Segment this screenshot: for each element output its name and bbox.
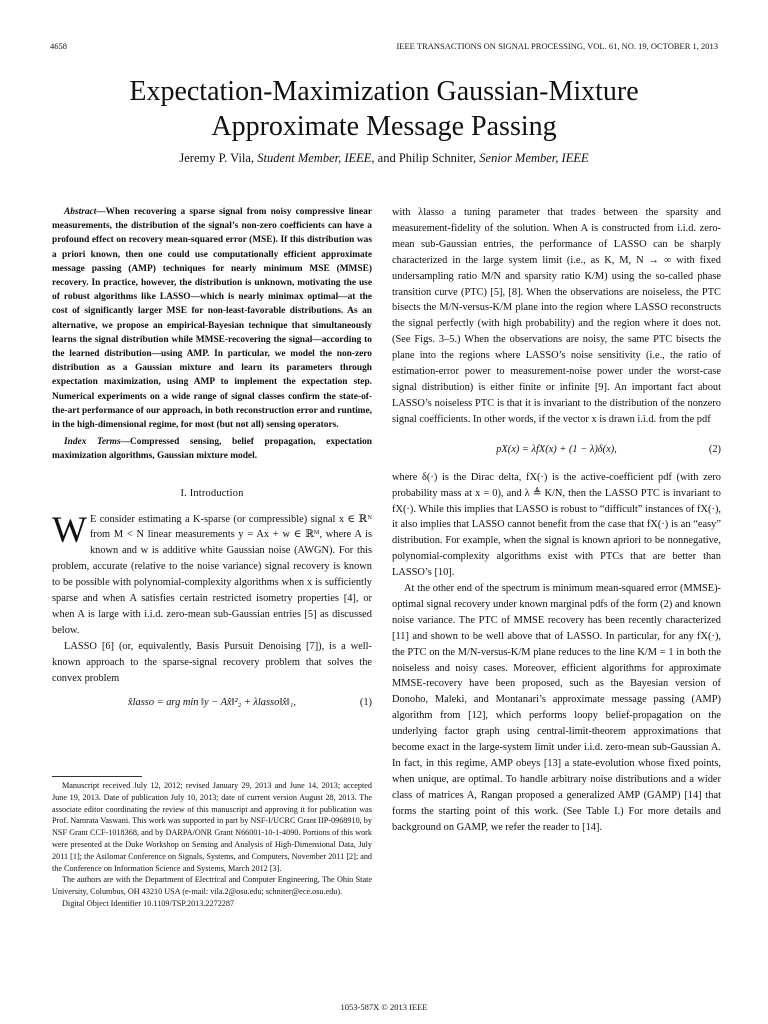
author-2-role: Senior Member, IEEE (479, 151, 589, 165)
equation-2 (392, 434, 721, 466)
intro-paragraph-1-text: E consider estimating a K-sparse (or compressible) signal x ∈ ℝᴺ from M < N linear measurements y = Ax + w ∈ ℝᴹ, where A is known and w is additive white Gaussian noise (AWGN). For this problem, accurate (relative to the noise variance) signal recovery is known to be possible with polynomial-complexity algorithms when x is sufficiently sparse and when A satisfies certain restricted isometry properties [4], or when A is large with i.i.d. zero-mean sub-Gaussian entries [5] as discussed below. (52, 513, 372, 636)
right-paragraph-1: with λlasso a tuning parameter that trades between the sparsity and measurement-fidelity of the solution. When A is constructed from i.i.d. zero-mean sub-Gaussian entries, the performance of LASSO can be sharply characterized in the large system limit (i.e., as K, M, N → ∞ with fixed undersampling ratio M/N and sparsity ratio K/M) using the so-called phase transition curve (PTC) [5], [8]. When the observations are noiseless, the PTC bisects the M/N-versus-K/M plane into the region where LASSO reconstructs the signal perfectly (with high probability) and the region where it does not. (See Figs. 3–5.) When the observations are noisy, the same PTC bisects the plane into the regions where LASSO’s noise sensitivity (i.e., the ratio of estimation-error power to measurement-noise power under the worst-case signal distribution) is either finite or infinite [9]. An important fact about LASSO’s noiseless PTC is that it is invariant to the distribution of the nonzero signal coefficients. In other words, if the vector x is drawn i.i.d. from the pdf (392, 207, 721, 425)
footnote-affiliation: The authors are with the Department of Electrical and Computer Engineering, The Ohio State University, Columbus, OH 43210 USA (e-mail: vila.2@osu.edu; schniter@ece.osu.edu). (52, 875, 372, 897)
equation-1-number: (1) (359, 696, 372, 708)
index-terms-label: Index Terms (64, 437, 121, 448)
title-line-2: Approximate Message Passing (211, 111, 557, 142)
equation-1-body: x̂lasso = arg min ‖y − Ax̂‖²₂ + λlasso‖x̂‖₁, (128, 696, 296, 708)
equation-2-body: pX(x) = λfX(x) + (1 − λ)δ(x), (496, 443, 617, 455)
copyright-footer: 1053-587X © 2013 IEEE (340, 1002, 428, 1012)
abstract-text: —When recovering a sparse signal from noisy compressive linear measurements, the distribution of the signal’s non-zero coefficients can have a profound effect on recovery mean-squared error (MSE). If this distribution was a priori known, then one could use computationally efficient approximate message passing (AMP) techniques for nearly minimum MSE (MMSE) recovery. In practice, however, the distribution is unknown, motivating the use of robust algorithms like LASSO—which is nearly minimax optimal—at the cost of significantly larger MSE for non-least-favorable distributions. As an alternative, we propose an empirical-Bayesian technique that simultaneously learns the signal distribution while MMSE-recovering the signal—according to the learned distribution—using AMP. In particular, we model the non-zero distribution as a Gaussian mixture and learn its parameters through expectation maximization, using AMP to implement the expectation step. Numerical experiments on a wide range of signal classes confirm the state-of-the-art performance of our approach, in both reconstruction error and runtime, in the high-dimensional regime, for most (but not all) sensing operators. (52, 207, 372, 431)
drop-cap: W (52, 509, 87, 551)
equation-2-number: (2) (708, 443, 721, 455)
left-column (52, 205, 372, 719)
footnote-manuscript: Manuscript received July 12, 2012; revised January 29, 2013 and June 14, 2013; accepted June 19, 2013. Date of publication July 10, 2013; date of current version August 28, 2013. The associate editor coordinating the review of this manuscript and approving it for publication was Prof. Namrata Vaswani. This work was supported in part by NSF-I/UCRC Grant IIP-0968910, by NSF Grant CCF-1018368, and by DARPA/ONR Grant N66001-10-1-4090. Portions of this work were presented at the Duke Workshop on Sensing and Analysis of High-Dimensional Data, July 2011 [1]; the Asilomar Conference on Signals, Systems, and Computers, November 2011 [2]; and the Conference on Information Science and Systems, March 2012 [3]. (52, 781, 373, 873)
page-number: 4658 (50, 41, 67, 51)
authors-and: and (377, 151, 396, 165)
index-terms-text: —Compressed sensing, belief propagation, expectation maximization algorithms, Gaussian mixture model. (52, 437, 372, 462)
author-1-role: Student Member, IEEE, (257, 151, 375, 165)
section-heading: I. Introduction (180, 487, 244, 499)
intro-paragraph-2: LASSO [6] (or, equivalently, Basis Pursuit Denoising [7]), is a well-known approach to the sparse-signal recovery problem that solves the convex problem (52, 640, 372, 684)
right-paragraph-2: where δ(·) is the Dirac delta, fX(·) is the active-coefficient pdf (with zero probability mass at x = 0), and λ ≜ K/N, then the LASSO PTC is invariant to fX(·). While this implies that LASSO is robust to “difficult” instances of fX(·), it also implies that LASSO cannot benefit from the case that fX(·) is an “easy” distribution. For example, when the signal is known apriori to be nonnegative, polynomial-complexity algorithms exist with PTCs that are better than LASSO’s [10]. (392, 471, 721, 579)
footnote-doi: Digital Object Identifier 10.1109/TSP.2013.2272287 (62, 898, 235, 908)
authors-line (0, 151, 768, 166)
abstract-label: Abstract (64, 207, 97, 217)
author-2-name: Philip Schniter, (398, 151, 477, 165)
right-column (392, 205, 721, 836)
footnote (52, 780, 372, 910)
footnote-divider (52, 776, 142, 777)
paper-title (0, 74, 768, 144)
title-line-1: Expectation-Maximization Gaussian-Mixture (129, 76, 639, 107)
right-paragraph-3: At the other end of the spectrum is minimum mean-squared error (MMSE)-optimal signal recovery under known marginal pdfs of the form (2) and known noise variance. The PTC of MMSE recovery has been recently characterized [11] and shown to be well above that of LASSO. In particular, for any fX(·), the PTC on the M/N-versus-K/M plane reduces to the line K/M = 1 in both the noiseless and noisy cases. Moreover, efficient algorithms for approximate MMSE-recovery have been proposed, such as the Bayesian version of Donoho, Maleki, and Montanari’s approximate message passing (AMP) algorithm from [12], which performs loopy belief-propagation on the underlying factor graph using central-limit-theorem approximations that become exact in the large-system limit under i.i.d. zero-mean sub-Gaussian A. In fact, in this regime, AMP obeys [13] a state-evolution whose fixed points, when unique, are optimal. To handle arbitrary noise distributions and a wider class of matrices A, Rangan proposed a generalized AMP (GAMP) [14] that forms the starting point of this work. (See Table I.) For more details and background on GAMP, we refer the reader to [14]. (392, 583, 721, 833)
author-1-name: Jeremy P. Vila, (179, 151, 255, 165)
index-terms (52, 435, 372, 463)
equation-1 (52, 687, 372, 719)
intro-paragraph-1 (52, 509, 372, 639)
journal-header: IEEE TRANSACTIONS ON SIGNAL PROCESSING, VOL. 61, NO. 19, OCTOBER 1, 2013 (396, 41, 718, 51)
abstract (52, 205, 372, 432)
